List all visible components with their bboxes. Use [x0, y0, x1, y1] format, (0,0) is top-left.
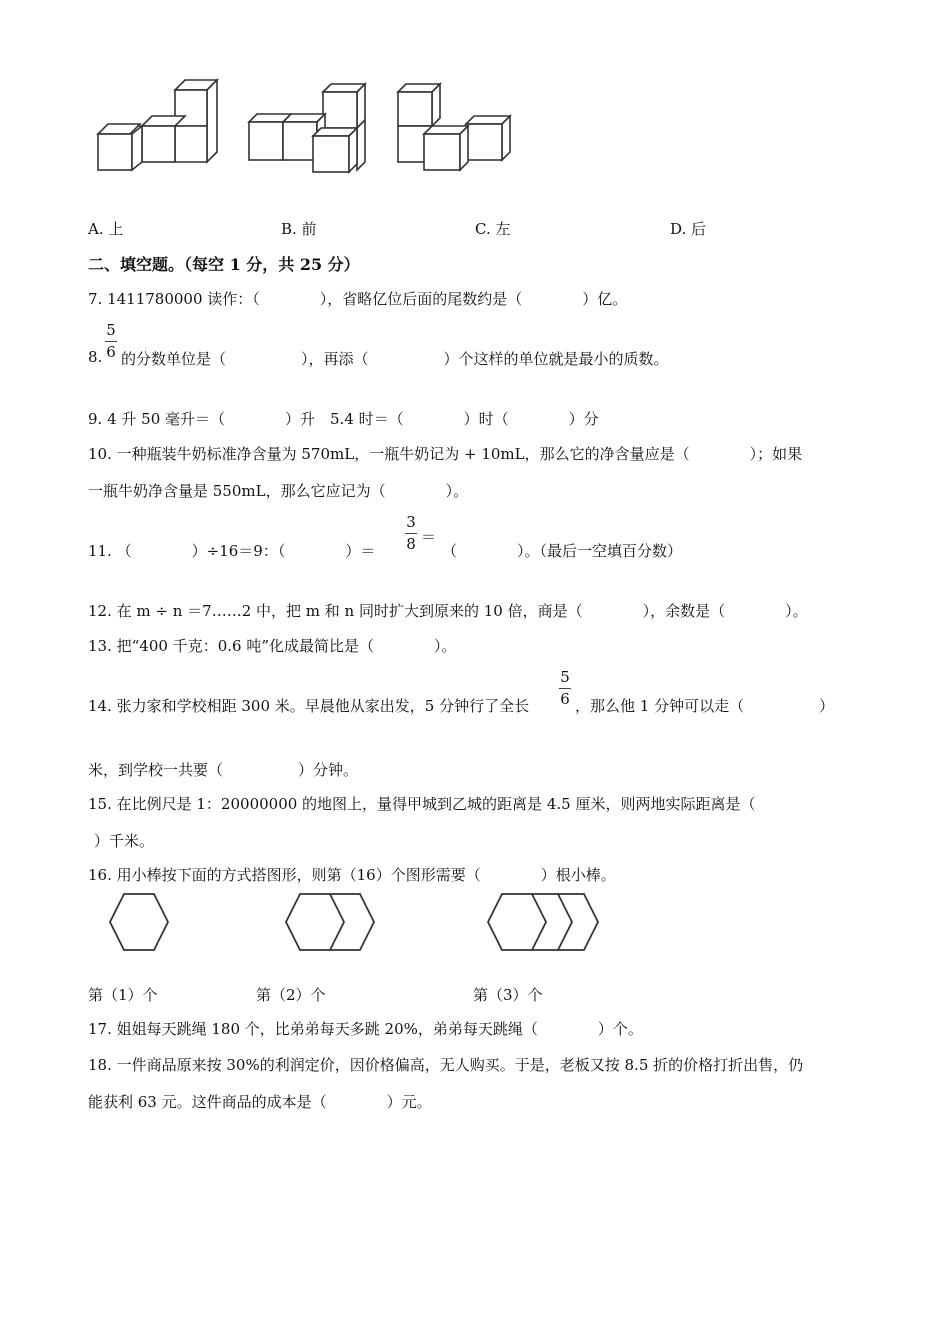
- question-18-line-1: 18. 一件商品原来按 30%的利润定价，因价格偏高，无人购买。于是，老板又按 8.5 折的价格打折出售，仍: [88, 1056, 804, 1074]
- option-c[interactable]: C. 左: [475, 220, 511, 238]
- question-15-line-1: 15. 在比例尺是 1：20000000 的地图上，量得甲城到乙城的距离是 4.5 厘米，则两地实际距离是（: [88, 795, 756, 813]
- hexagon-figure-3: [488, 894, 598, 950]
- fraction-numerator: 5: [560, 668, 570, 686]
- question-11-fraction: [404, 515, 418, 552]
- fraction-denominator: 8: [406, 535, 416, 553]
- fraction-numerator: 3: [406, 513, 416, 531]
- figure-label-3: 第（3）个: [473, 986, 543, 1004]
- question-16: 16. 用小棒按下面的方式搭图形，则第（16）个图形需要（ ）根小棒。: [88, 866, 616, 884]
- hexagon-figure-1: [110, 894, 168, 950]
- fraction-denominator: 6: [560, 690, 570, 708]
- figure-label-2: 第（2）个: [256, 986, 326, 1004]
- question-14-part-2: ，那么他 1 分钟可以走（ ）: [575, 697, 835, 715]
- hexagon-figures: [100, 888, 620, 958]
- question-12: 12. 在 m ÷ n ＝7……2 中，把 m 和 n 同时扩大到原来的 10 倍，商是（ ），余数是（ ）。: [88, 602, 808, 620]
- question-11-equals: ＝: [421, 528, 437, 546]
- question-13: 13. 把“400 千克：0.6 吨”化成最简比是（ ）。: [88, 637, 457, 655]
- question-11-part-1: 11. （ ）÷16＝9：（ ）＝: [88, 542, 376, 560]
- question-14-fraction: [558, 670, 572, 707]
- fraction-denominator: 6: [106, 343, 116, 361]
- option-b[interactable]: B. 前: [281, 220, 317, 238]
- section-title: 二、填空题。（每空 1 分，共 25 分）: [88, 255, 360, 274]
- question-10-line-1: 10. 一种瓶装牛奶标准净含量为 570mL，一瓶牛奶记为 + 10mL，那么它的净含量应是（ ）；如果: [88, 445, 803, 463]
- question-9: 9. 4 升 50 毫升＝（ ）升 5.4 时＝（ ）时（ ）分: [88, 410, 599, 428]
- question-11-part-2: （ ）。（最后一空填百分数）: [442, 542, 683, 560]
- question-18-line-2: 能获利 63 元。这件商品的成本是（ ）元。: [88, 1093, 432, 1111]
- question-8-fraction: [104, 323, 118, 360]
- question-17: 17. 姐姐每天跳绳 180 个，比弟弟每天多跳 20%，弟弟每天跳绳（ ）个。: [88, 1020, 643, 1038]
- cube-figure-c: [398, 84, 510, 170]
- cube-figure-a: [98, 80, 217, 170]
- cube-figure-b: [249, 84, 365, 172]
- hexagon-figure-2: [286, 894, 374, 950]
- cube-figures: [90, 70, 530, 180]
- figure-label-1: 第（1）个: [88, 986, 158, 1004]
- fraction-numerator: 5: [106, 321, 116, 339]
- question-8-number: 8.: [88, 348, 103, 366]
- question-14-line-2: 米，到学校一共要（ ）分钟。: [88, 761, 359, 779]
- question-15-line-2: ）千米。: [94, 832, 155, 850]
- option-d[interactable]: D. 后: [670, 220, 707, 238]
- question-10-line-2: 一瓶牛奶净含量是 550mL，那么它应记为（ ）。: [88, 482, 469, 500]
- option-a[interactable]: A. 上: [88, 220, 124, 238]
- question-14-part-1: 14. 张力家和学校相距 300 米。早晨他从家出发，5 分钟行了全长: [88, 697, 530, 715]
- question-8-text: 的分数单位是（ ），再添（ ）个这样的单位就是最小的质数。: [121, 350, 669, 368]
- question-7: 7. 1411780000 读作：（ ），省略亿位后面的尾数约是（ ）亿。: [88, 290, 628, 308]
